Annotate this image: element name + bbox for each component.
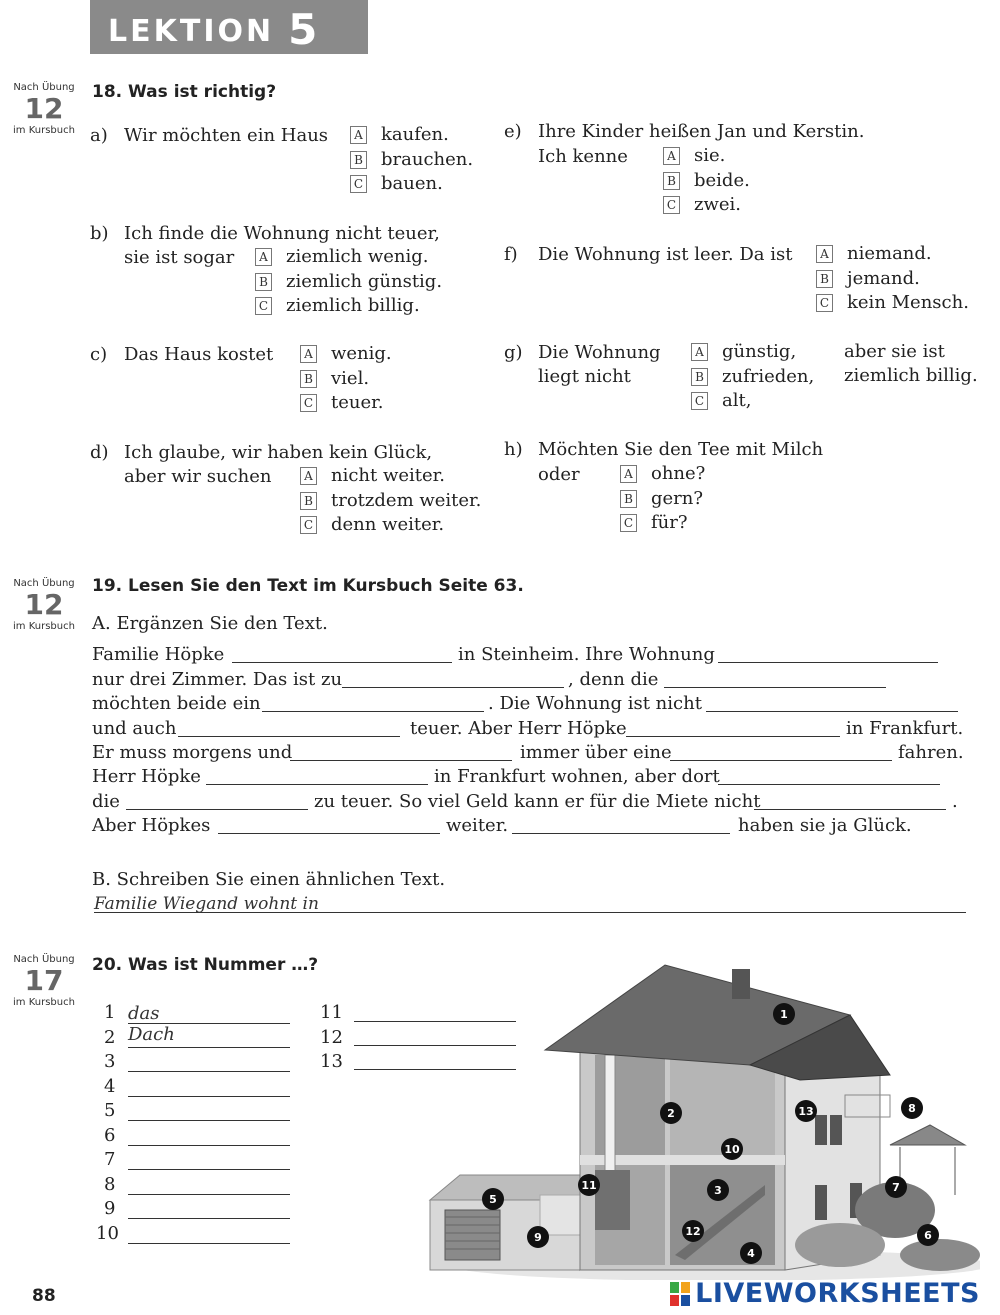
list-number: 8	[104, 1174, 116, 1195]
window	[815, 1185, 827, 1220]
item-d-options	[300, 464, 481, 538]
checkbox-a[interactable]: A	[255, 248, 272, 266]
marker-9[interactable]	[527, 1226, 549, 1248]
checkbox-c[interactable]: C	[255, 297, 272, 315]
lektion-word: LEKTION	[108, 14, 275, 49]
item-b-stem1: Ich finde die Wohnung nicht teuer,	[124, 223, 440, 244]
cloze-row: Aber Höpkes weiter. haben sie ja Glück.	[92, 815, 912, 837]
flowers	[900, 1239, 980, 1271]
blank-input[interactable]	[664, 687, 886, 688]
blank-input[interactable]	[626, 736, 840, 737]
svg-text:2: 2	[667, 1107, 675, 1120]
item-c-options	[300, 342, 392, 416]
list-number: 4	[104, 1076, 116, 1097]
blank-input[interactable]	[342, 687, 564, 688]
part-a-instruction: A. Ergänzen Sie den Text.	[92, 613, 328, 634]
side-note-pre: Nach Übung	[13, 954, 75, 965]
list-number: 10	[96, 1223, 119, 1244]
marker-10[interactable]	[721, 1138, 743, 1160]
lektion-banner	[90, 0, 368, 54]
cloze-text	[92, 645, 972, 840]
cloze-row: Er muss morgens und immer über eine fahren.	[92, 741, 964, 763]
item-h-label: h)	[504, 439, 523, 460]
option[interactable]: A kaufen.	[350, 123, 473, 148]
chimney-pipe	[605, 1055, 615, 1175]
item-d-label: d)	[90, 442, 109, 463]
house-cutaway-illustration	[420, 955, 980, 1280]
list-number: 12	[320, 1027, 343, 1048]
marker-6[interactable]	[917, 1224, 939, 1246]
answer-1-handwritten: das Dach	[128, 1003, 175, 1045]
option[interactable]: A wenig.	[300, 342, 392, 367]
checkbox-c[interactable]: C	[663, 196, 680, 214]
item-e-stem2: Ich kenne	[538, 146, 628, 167]
option[interactable]: C ziemlich billig.	[255, 294, 442, 319]
svg-text:13: 13	[798, 1105, 814, 1118]
option[interactable]: B trotzdem weiter.	[300, 489, 481, 514]
option[interactable]: B zufrieden,	[691, 365, 814, 390]
item-e-stem1: Ihre Kinder heißen Jan und Kerstin.	[538, 121, 865, 142]
side-note-number: 12	[24, 92, 64, 125]
list-number: 2	[104, 1027, 116, 1048]
answer-line[interactable]	[128, 1119, 290, 1121]
part-b-writing-line[interactable]	[94, 912, 966, 913]
checkbox-b[interactable]: B	[620, 490, 637, 508]
blank-input[interactable]	[178, 736, 400, 737]
item-g-stem1: Die Wohnung	[538, 342, 661, 363]
svg-text:8: 8	[908, 1102, 916, 1115]
option[interactable]: C denn weiter.	[300, 513, 481, 538]
side-note-pre: Nach Übung	[13, 578, 75, 589]
checkbox-c[interactable]: C	[620, 514, 637, 532]
item-d-stem2: aber wir suchen	[124, 466, 272, 487]
item-f-stem: Die Wohnung ist leer. Da ist	[538, 244, 793, 265]
side-note-1	[8, 82, 80, 136]
blank-input[interactable]	[754, 809, 946, 810]
answer-line[interactable]	[128, 1095, 290, 1097]
item-g-tail1: aber sie ist	[844, 341, 945, 362]
liveworksheets-brand[interactable]	[669, 1278, 980, 1309]
marker-8[interactable]	[901, 1097, 923, 1119]
marker-7[interactable]	[885, 1176, 907, 1198]
svg-text:5: 5	[489, 1193, 497, 1206]
side-note-pre: Nach Übung	[13, 82, 75, 93]
option[interactable]: C zwei.	[663, 193, 750, 218]
window	[830, 1115, 842, 1145]
answer-line[interactable]	[128, 1070, 290, 1072]
checkbox-c[interactable]: C	[300, 394, 317, 412]
marker-11[interactable]	[578, 1174, 600, 1196]
svg-text:3: 3	[714, 1184, 722, 1197]
side-note-post: im Kursbuch	[13, 125, 75, 136]
svg-text:1: 1	[780, 1008, 788, 1021]
checkbox-b[interactable]: B	[255, 273, 272, 291]
checkbox-b[interactable]: B	[816, 270, 833, 288]
answer-line[interactable]	[128, 1022, 290, 1024]
item-d-stem1: Ich glaube, wir haben kein Glück,	[124, 442, 433, 463]
bush	[795, 1223, 885, 1267]
item-a-stem: Wir möchten ein Haus	[124, 125, 329, 146]
item-b-label: b)	[90, 223, 109, 244]
cloze-row: und auch teuer. Aber Herr Höpke in Frankfurt.	[92, 717, 964, 739]
cloze-row: nur drei Zimmer. Das ist zu , denn die	[92, 669, 972, 693]
blank-input[interactable]	[718, 662, 938, 663]
list-number: 13	[320, 1051, 343, 1072]
svg-text:10: 10	[724, 1143, 740, 1156]
blank-input[interactable]	[206, 784, 428, 785]
option[interactable]: B brauchen.	[350, 148, 473, 173]
cutaway-upper-right	[670, 1055, 775, 1155]
list-number: 3	[104, 1051, 116, 1072]
item-c-stem: Das Haus kostet	[124, 344, 274, 365]
answer-line[interactable]	[128, 1046, 290, 1048]
checkbox-c[interactable]: C	[691, 392, 708, 410]
checkbox-b[interactable]: B	[350, 151, 367, 169]
checkbox-b[interactable]: B	[300, 492, 317, 510]
side-note-3	[8, 954, 80, 1008]
option[interactable]: C kein Mensch.	[816, 291, 969, 316]
checkbox-b[interactable]: B	[691, 368, 708, 386]
option[interactable]: A ohne?	[620, 462, 705, 487]
svg-text:6: 6	[924, 1229, 932, 1242]
item-h-options	[620, 462, 705, 536]
list-number: 6	[104, 1125, 116, 1146]
item-f-options	[816, 242, 969, 316]
item-e-options	[663, 144, 750, 218]
option[interactable]: A ziemlich wenig.	[255, 245, 442, 270]
option[interactable]: C alt,	[691, 389, 814, 414]
checkbox-c[interactable]: C	[350, 175, 367, 193]
marker-2[interactable]	[660, 1102, 682, 1124]
checkbox-a[interactable]: A	[663, 147, 680, 165]
marker-1[interactable]	[773, 1003, 795, 1025]
list-number: 11	[320, 1002, 343, 1023]
blank-input[interactable]	[126, 809, 308, 810]
list-number: 5	[104, 1100, 116, 1121]
checkbox-c[interactable]: C	[816, 294, 833, 312]
window	[815, 1115, 827, 1145]
brand-name: LIVEWORKSHEETS	[695, 1278, 980, 1309]
part-b-instruction: B. Schreiben Sie einen ähnlichen Text.	[92, 869, 446, 890]
marker-3[interactable]	[707, 1179, 729, 1201]
item-g-options	[691, 340, 814, 414]
blank-input[interactable]	[718, 784, 940, 785]
answer-line[interactable]	[128, 1217, 290, 1219]
side-note-post: im Kursbuch	[13, 621, 75, 632]
checkbox-a[interactable]: A	[691, 343, 708, 361]
blank-input[interactable]	[670, 760, 892, 761]
chimney	[732, 969, 750, 999]
option[interactable]: A sie.	[663, 144, 750, 169]
lektion-number: 5	[288, 5, 321, 54]
exercise-20-title: 20. Was ist Nummer …?	[92, 955, 319, 975]
answer-line[interactable]	[128, 1242, 290, 1244]
page-number: 88	[32, 1286, 56, 1306]
option[interactable]: A niemand.	[816, 242, 969, 267]
checkbox-b[interactable]: B	[300, 370, 317, 388]
exercise-18-title: 18. Was ist richtig?	[92, 82, 277, 102]
svg-text:11: 11	[581, 1179, 597, 1192]
side-note-2	[8, 578, 80, 632]
exercise-19-title: 19. Lesen Sie den Text im Kursbuch Seite 63.	[92, 576, 524, 596]
item-h-stem2: oder	[538, 464, 580, 485]
item-f-label: f)	[504, 244, 518, 265]
option[interactable]: B beide.	[663, 169, 750, 194]
svg-text:12: 12	[685, 1225, 701, 1238]
marker-13[interactable]	[795, 1100, 817, 1122]
cloze-row: Herr Höpke in Frankfurt wohnen, aber dort	[92, 767, 972, 791]
option[interactable]: A nicht weiter.	[300, 464, 481, 489]
blank-input[interactable]	[706, 711, 958, 712]
item-c-label: c)	[90, 344, 108, 365]
marker-12[interactable]	[682, 1220, 704, 1242]
marker-5[interactable]	[482, 1188, 504, 1210]
basement-tiles	[540, 1195, 580, 1235]
option[interactable]: A günstig,	[691, 340, 814, 365]
item-a-label: a)	[90, 125, 108, 146]
marker-4[interactable]	[740, 1242, 762, 1264]
blank-input[interactable]	[512, 833, 730, 834]
checkbox-a[interactable]: A	[620, 465, 637, 483]
option[interactable]: B gern?	[620, 487, 705, 512]
list-number: 1	[104, 1002, 116, 1023]
checkbox-b[interactable]: B	[663, 172, 680, 190]
item-e-label: e)	[504, 121, 522, 142]
item-a-options	[350, 123, 473, 197]
item-h-stem1: Möchten Sie den Tee mit Milch	[538, 439, 824, 460]
blank-input[interactable]	[218, 833, 440, 834]
item-b-options	[255, 245, 442, 319]
svg-text:4: 4	[747, 1247, 755, 1260]
cloze-row: möchten beide ein . Die Wohnung ist nicht	[92, 694, 972, 718]
checkbox-c[interactable]: C	[300, 516, 317, 534]
item-b-stem2: sie ist sogar	[124, 247, 235, 268]
checkbox-a[interactable]: A	[816, 245, 833, 263]
option[interactable]: B jemand.	[816, 267, 969, 292]
liveworksheets-logo-icon	[669, 1281, 691, 1307]
option[interactable]: C für?	[620, 511, 705, 536]
option[interactable]: C bauen.	[350, 172, 473, 197]
answer-line[interactable]	[128, 1144, 290, 1146]
side-note-number: 12	[24, 588, 64, 621]
part-b-handwritten-start: Familie Wiegand wohnt in	[94, 894, 319, 914]
pergola-roof	[890, 1125, 965, 1145]
boiler	[595, 1170, 630, 1230]
svg-text:9: 9	[534, 1231, 542, 1244]
checkbox-a[interactable]: A	[300, 345, 317, 363]
svg-text:7: 7	[892, 1181, 900, 1194]
side-note-number: 17	[24, 964, 64, 997]
cloze-row: Familie Höpke in Steinheim. Ihre Wohnung	[92, 645, 972, 669]
item-g-label: g)	[504, 342, 523, 363]
list-number: 7	[104, 1149, 116, 1170]
blank-input[interactable]	[262, 711, 484, 712]
item-g-tail2: ziemlich billig.	[844, 365, 978, 386]
blank-input[interactable]	[290, 760, 512, 761]
item-g-stem2: liegt nicht	[538, 366, 631, 387]
checkbox-a[interactable]: A	[300, 467, 317, 485]
cloze-row: die zu teuer. So viel Geld kann er für die Miete nicht .	[92, 790, 958, 812]
answer-line[interactable]	[128, 1193, 290, 1195]
answer-line[interactable]	[128, 1168, 290, 1170]
option[interactable]: B viel.	[300, 367, 392, 392]
option[interactable]: B ziemlich günstig.	[255, 270, 442, 295]
checkbox-a[interactable]: A	[350, 126, 367, 144]
blank-input[interactable]	[232, 662, 452, 663]
list-number: 9	[104, 1198, 116, 1219]
side-note-post: im Kursbuch	[13, 997, 75, 1008]
option[interactable]: C teuer.	[300, 391, 392, 416]
